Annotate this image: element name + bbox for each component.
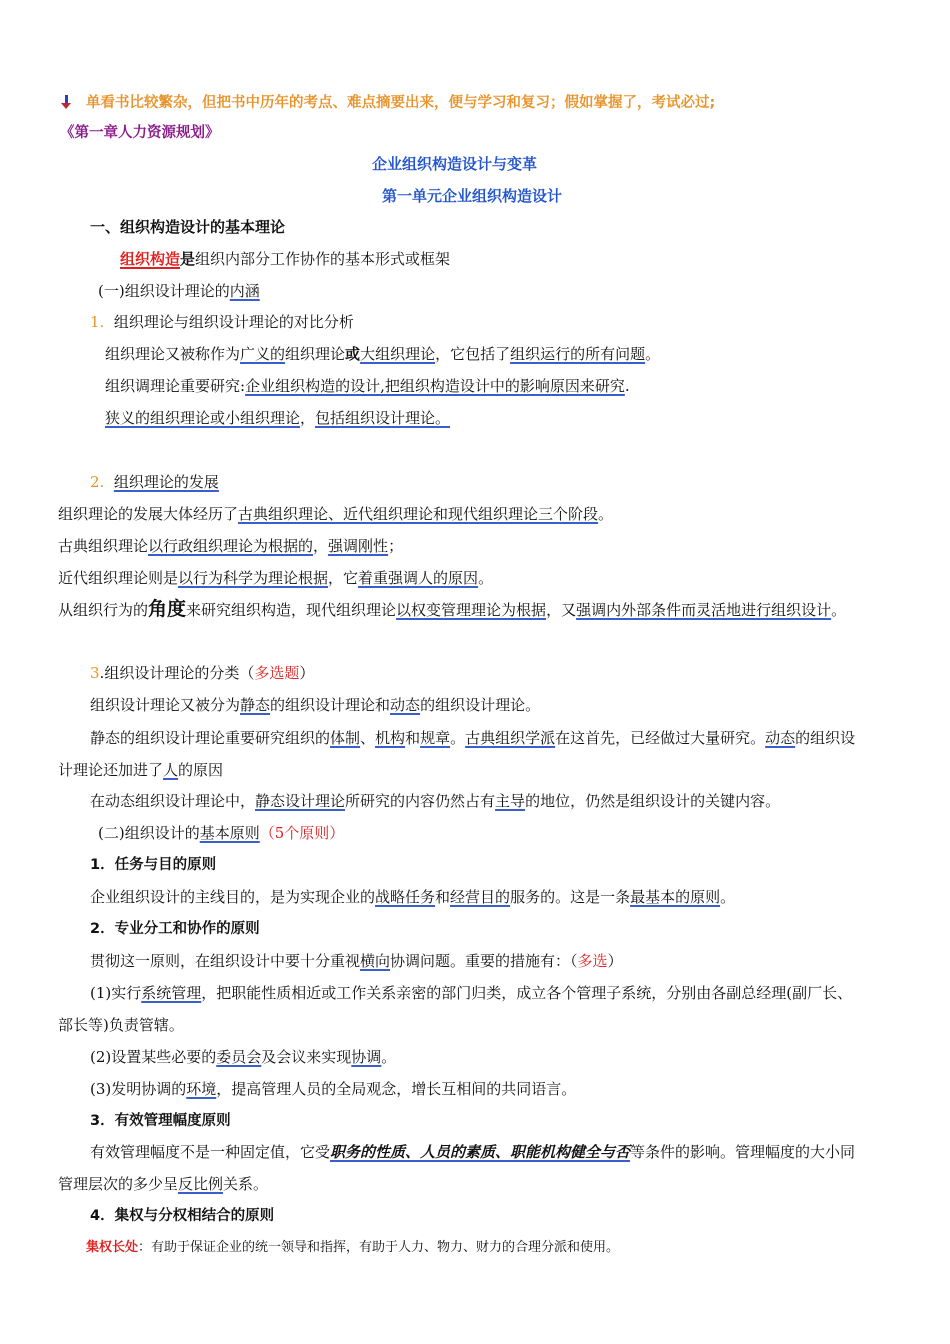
title-2: 第一单元企业组织构造设计	[382, 187, 563, 205]
point-3c: 计理论还加进了人的原因	[58, 761, 224, 779]
point-1b: 组织调理论重要研究:企业组织构造的设计,把组织构造设计中的影响原因来研究.	[105, 377, 630, 395]
principle-1-text: 企业组织设计的主线目的，是为实现企业的战略任务和经营目的服务的。这是一条最基本的原则。	[90, 888, 736, 906]
principle-4-title: 4．集权与分权相结合的原则	[90, 1208, 275, 1224]
point-2: 2. 组织理论的发展	[90, 473, 219, 491]
term-org-structure: 组织构造	[120, 250, 181, 268]
intro-line: 单看书比较繁杂，但把书中历年的考点、难点摘要出来，便与学习和复习；假如掌握了，考试必过;	[60, 92, 715, 114]
section-heading-1: 一、组织构造设计的基本理论	[90, 218, 286, 236]
point-3b: 静态的组织设计理论重要研究组织的体制、机构和规章。古典组织学派在这首先，已经做过大量研究。动态的组织设	[90, 729, 856, 747]
principle-2-item-1-cont: 部长等)负责管辖。	[58, 1016, 184, 1034]
point-2a: 组织理论的发展大体经历了古典组织理论、近代组织理论和现代组织理论三个阶段。	[58, 505, 614, 523]
principle-1-title: 1．任务与目的原则	[90, 857, 217, 873]
title-1: 企业组织构造设计与变革	[372, 155, 538, 173]
subheading-1: (一)组织设计理论的内涵	[98, 282, 260, 300]
point-2d: 从组织行为的角度来研究组织构造，现代组织理论以权变管理理论为根据，又强调内外部条件而灵活地进行组织设计。	[58, 598, 847, 620]
chapter-title: 《第一章人力资源规划》	[60, 125, 220, 141]
definition-line: 组织构造是组织内部分工作协作的基本形式或框架	[120, 250, 451, 268]
point-3a: 组织设计理论又被分为静态的组织设计理论和动态的组织设计理论。	[90, 696, 541, 714]
principle-3-text-cont: 管理层次的多少呈反比例关系。	[58, 1175, 269, 1193]
principle-4-advantage: 集权长处：有助于保证企业的统一领导和指挥，有助于人力、物力、财力的合理分派和使用。	[86, 1240, 620, 1255]
arrow-down-icon	[60, 95, 74, 109]
point-3: 3.组织设计理论的分类（多选题）	[90, 664, 315, 682]
principle-3-title: 3．有效管理幅度原则	[90, 1113, 231, 1129]
principle-2-item-3: (3)发明协调的环境，提高管理人员的全局观念，增长互相间的共同语言。	[90, 1080, 577, 1098]
point-3d: 在动态组织设计理论中，静态设计理论所研究的内容仍然占有主导的地位，仍然是组织设计的关键内容。	[90, 792, 781, 810]
point-1c: 狭义的组织理论或小组织理论，包括组织设计理论。	[105, 409, 451, 427]
principle-2-item-1: (1)实行系统管理，把职能性质相近或工作关系亲密的部门归类，成立各个管理子系统，分别由各副总经理(副厂长、	[90, 984, 853, 1002]
principle-3-text: 有效管理幅度不是一种固定值，它受职务的性质、人员的素质、职能机构健全与否等条件的影响。管理幅度的大小同	[90, 1143, 856, 1161]
point-1a: 组织理论又被称作为广义的组织理论或大组织理论，它包括了组织运行的所有问题。	[105, 345, 661, 363]
point-1: 1. 组织理论与组织设计理论的对比分析	[90, 313, 354, 331]
section-heading-2: (二)组织设计的基本原则（5个原则）	[98, 824, 345, 842]
point-2c: 近代组织理论则是以行为科学为理论根据，它着重强调人的原因。	[58, 569, 494, 587]
point-2b: 古典组织理论以行政组织理论为根据的，强调刚性；	[58, 537, 404, 555]
principle-2-title: 2．专业分工和协作的原则	[90, 921, 260, 937]
principle-2-intro: 贯彻这一原则，在组织设计中要十分重视横向协调问题。重要的措施有：（多选）	[90, 952, 623, 970]
principle-2-item-2: (2)设置某些必要的委员会及会议来实现协调。	[90, 1048, 397, 1066]
